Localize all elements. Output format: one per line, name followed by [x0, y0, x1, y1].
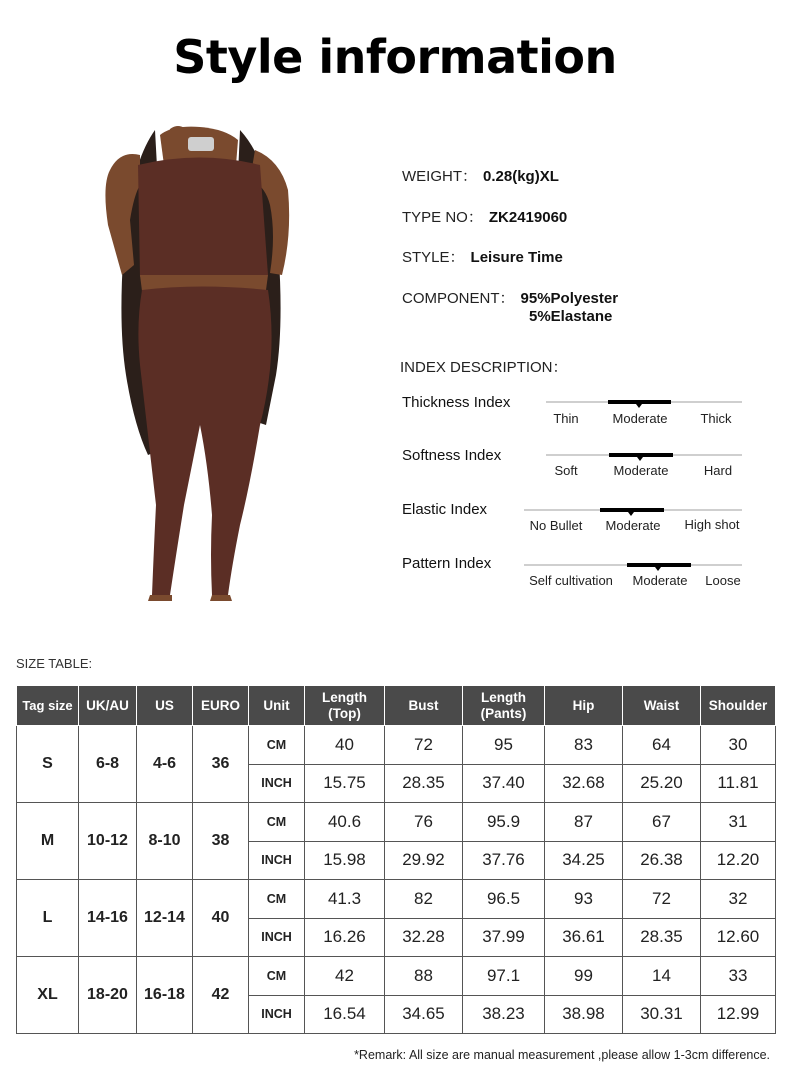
spec-type — [402, 206, 567, 227]
style-value: Leisure Time — [470, 249, 563, 266]
product-photo — [100, 125, 300, 603]
table-cell: 16.54 — [305, 995, 385, 1034]
table-cell: 38.98 — [545, 995, 623, 1034]
table-cell: 82 — [385, 880, 463, 919]
scale-pointer — [655, 567, 661, 571]
scale-pointer — [636, 404, 642, 408]
table-cell: 30.31 — [623, 995, 701, 1034]
unit-cell: INCH — [249, 764, 305, 803]
euro-cell: 40 — [193, 880, 249, 957]
table-cell: 34.25 — [545, 841, 623, 880]
table-cell: 33 — [701, 957, 776, 996]
column-header: Unit — [249, 686, 305, 726]
table-cell: 32.68 — [545, 764, 623, 803]
euro-cell: 42 — [193, 957, 249, 1034]
table-cell: 12.99 — [701, 995, 776, 1034]
table-cell: 26.38 — [623, 841, 701, 880]
table-cell: 12.20 — [701, 841, 776, 880]
tag-size-cell: L — [17, 880, 79, 957]
scale-pointer — [637, 457, 643, 461]
weight-value: 0.28(kg)XL — [483, 168, 559, 185]
table-cell: 95 — [463, 726, 545, 765]
table-cell: 16.26 — [305, 918, 385, 957]
table-cell: 72 — [623, 880, 701, 919]
index-name-elastic: Elastic Index — [402, 501, 488, 518]
ukau-cell: 18-20 — [79, 957, 137, 1034]
scale-option: Thin — [553, 411, 579, 426]
table-cell: 32.28 — [385, 918, 463, 957]
scale-option: Loose — [705, 573, 741, 588]
us-cell: 16-18 — [137, 957, 193, 1034]
table-cell: 14 — [623, 957, 701, 996]
table-cell: 76 — [385, 803, 463, 842]
column-header: EURO — [193, 686, 249, 726]
unit-cell: INCH — [249, 995, 305, 1034]
table-row — [17, 880, 776, 919]
page-title: Style information — [173, 30, 617, 84]
component-value-1: 95%Polyester — [520, 290, 619, 307]
spec-style — [402, 246, 563, 267]
ukau-cell: 14-16 — [79, 880, 137, 957]
column-header: Waist — [623, 686, 701, 726]
us-cell: 8-10 — [137, 803, 193, 880]
tag-size-cell: XL — [17, 957, 79, 1034]
euro-cell: 38 — [193, 803, 249, 880]
table-row — [17, 803, 776, 842]
index-name-softness: Softness Index — [402, 447, 502, 464]
table-cell: 97.1 — [463, 957, 545, 996]
table-cell: 87 — [545, 803, 623, 842]
table-cell: 37.99 — [463, 918, 545, 957]
table-row — [17, 726, 776, 765]
table-cell: 15.75 — [305, 764, 385, 803]
column-header: Shoulder — [701, 686, 776, 726]
scale-pointer — [628, 512, 634, 516]
column-header: Bust — [385, 686, 463, 726]
table-cell: 95.9 — [463, 803, 545, 842]
table-cell: 88 — [385, 957, 463, 996]
unit-cell: INCH — [249, 841, 305, 880]
column-header: Tag size — [17, 686, 79, 726]
weight-label: WEIGHT： — [402, 168, 477, 185]
column-header: UK/AU — [79, 686, 137, 726]
style-label: STYLE： — [402, 249, 465, 266]
unit-cell: CM — [249, 880, 305, 919]
tag-size-cell: S — [17, 726, 79, 803]
table-cell: 30 — [701, 726, 776, 765]
scale-option: Thick — [700, 411, 732, 426]
index-name-pattern: Pattern Index — [402, 555, 492, 572]
table-cell: 28.35 — [385, 764, 463, 803]
table-cell: 25.20 — [623, 764, 701, 803]
table-cell: 40 — [305, 726, 385, 765]
table-cell: 29.92 — [385, 841, 463, 880]
table-cell: 93 — [545, 880, 623, 919]
scale-option: Self cultivation — [529, 573, 613, 588]
table-cell: 38.23 — [463, 995, 545, 1034]
table-row — [17, 957, 776, 996]
us-cell: 4-6 — [137, 726, 193, 803]
type-value: ZK2419060 — [488, 209, 568, 226]
scale-option-selected: Moderate — [605, 518, 661, 533]
table-cell: 64 — [623, 726, 701, 765]
table-cell: 67 — [623, 803, 701, 842]
table-cell: 11.81 — [701, 764, 776, 803]
table-cell: 72 — [385, 726, 463, 765]
table-cell: 42 — [305, 957, 385, 996]
size-table-header-row — [17, 686, 776, 726]
component-label: COMPONENT： — [402, 290, 515, 307]
unit-cell: CM — [249, 803, 305, 842]
remark-note: *Remark: All size are manual measurement ,please allow 1-3cm difference. — [354, 1048, 770, 1062]
size-table — [16, 685, 776, 1034]
table-cell: 40.6 — [305, 803, 385, 842]
unit-cell: INCH — [249, 918, 305, 957]
us-cell: 12-14 — [137, 880, 193, 957]
column-header: Hip — [545, 686, 623, 726]
table-cell: 36.61 — [545, 918, 623, 957]
table-cell: 83 — [545, 726, 623, 765]
euro-cell: 36 — [193, 726, 249, 803]
column-header: Length (Pants) — [463, 686, 545, 726]
table-cell: 12.60 — [701, 918, 776, 957]
index-description-heading: INDEX DESCRIPTION： — [400, 359, 568, 376]
size-table-label: SIZE TABLE: — [16, 656, 93, 671]
scale-option: Soft — [554, 463, 578, 478]
scale-option: Hard — [703, 463, 733, 478]
component-value-2: 5%Elastane — [529, 308, 613, 325]
table-cell: 96.5 — [463, 880, 545, 919]
scale-option: High shot — [684, 517, 740, 532]
spec-weight — [402, 165, 559, 186]
table-cell: 28.35 — [623, 918, 701, 957]
unit-cell: CM — [249, 957, 305, 996]
column-header: US — [137, 686, 193, 726]
table-cell: 31 — [701, 803, 776, 842]
table-cell: 34.65 — [385, 995, 463, 1034]
spec-component — [402, 287, 618, 308]
tag-size-cell: M — [17, 803, 79, 880]
table-cell: 15.98 — [305, 841, 385, 880]
scale-option-selected: Moderate — [613, 463, 669, 478]
table-cell: 41.3 — [305, 880, 385, 919]
ukau-cell: 10-12 — [79, 803, 137, 880]
scale-option-selected: Moderate — [632, 573, 688, 588]
column-header: Length (Top) — [305, 686, 385, 726]
ukau-cell: 6-8 — [79, 726, 137, 803]
table-cell: 32 — [701, 880, 776, 919]
table-cell: 99 — [545, 957, 623, 996]
unit-cell: CM — [249, 726, 305, 765]
index-name-thickness: Thickness Index — [402, 394, 511, 411]
table-cell: 37.76 — [463, 841, 545, 880]
scale-option: No Bullet — [529, 518, 583, 533]
table-cell: 37.40 — [463, 764, 545, 803]
type-label: TYPE NO： — [402, 209, 483, 226]
scale-option-selected: Moderate — [612, 411, 668, 426]
